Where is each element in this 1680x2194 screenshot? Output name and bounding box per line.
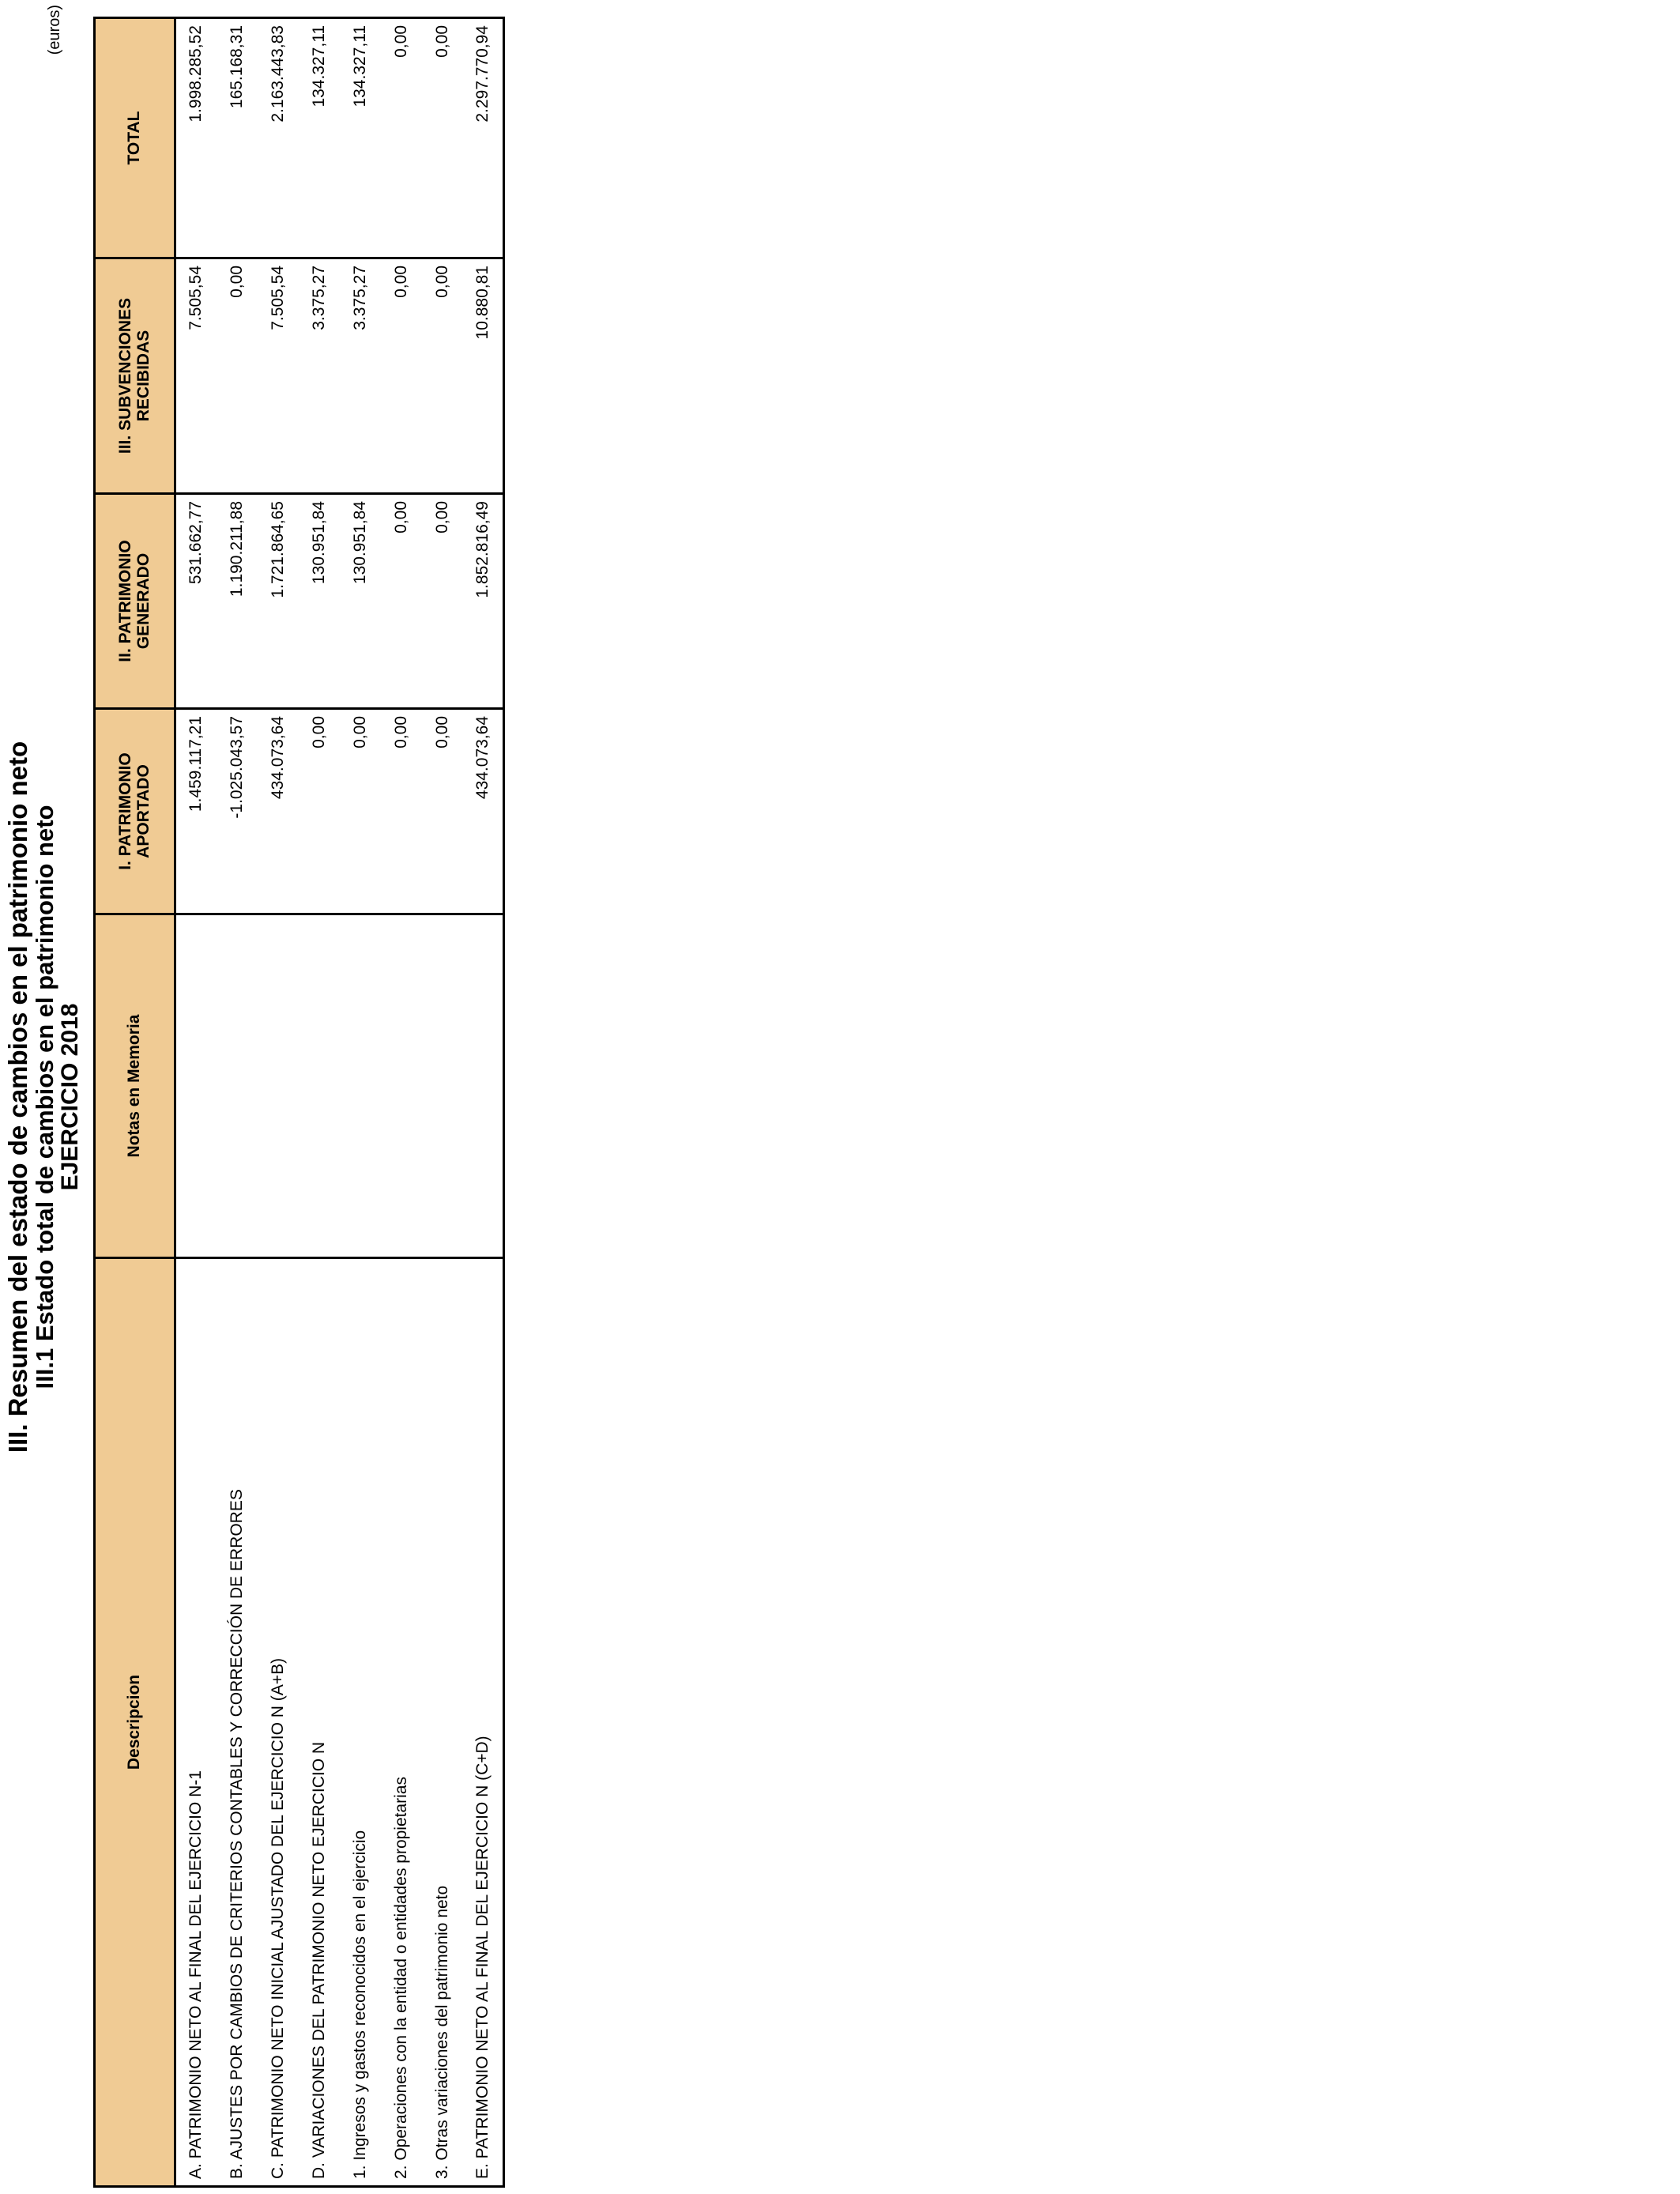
row-total: 134.327,11: [299, 18, 340, 258]
row-subvenciones: 0,00: [422, 258, 463, 494]
row-description: 1. Ingresos y gastos reconocidos en el ejercicio: [340, 1258, 381, 2187]
row-total: 0,00: [422, 18, 463, 258]
row-notes: [217, 914, 258, 1258]
report-year: EJERCICIO 2018: [57, 1003, 84, 1191]
row-generado: 0,00: [381, 494, 422, 709]
table-row: [422, 18, 463, 2187]
report-title: III. Resumen del estado de cambios en el patrimonio neto: [3, 741, 32, 1453]
table-row: [340, 18, 381, 2187]
row-generado: 1.721.864,65: [258, 494, 299, 709]
header-patrimonio-generado: [95, 494, 175, 709]
row-aportado: 0,00: [340, 709, 381, 914]
header-subvenciones-line1: III. SUBVENCIONES: [116, 297, 135, 454]
row-total: 165.168,31: [217, 18, 258, 258]
header-descripcion: Descripcion: [95, 1258, 175, 2187]
row-total: 2.163.443,83: [258, 18, 299, 258]
row-subvenciones: 7.505,54: [258, 258, 299, 494]
row-description: C. PATRIMONIO NETO INICIAL AJUSTADO DEL EJERCICIO N (A+B): [258, 1258, 299, 2187]
report-subtitle: III.1 Estado total de cambios en el patrimonio neto: [30, 805, 58, 1389]
row-aportado: 0,00: [381, 709, 422, 914]
row-aportado: -1.025.043,57: [217, 709, 258, 914]
row-notes: [299, 914, 340, 1258]
row-generado: 1.852.816,49: [463, 494, 504, 709]
row-total: 134.327,11: [340, 18, 381, 258]
row-subvenciones: 0,00: [381, 258, 422, 494]
table-row: [463, 18, 504, 2187]
table-row: [217, 18, 258, 2187]
header-generado-line2: GENERADO: [134, 552, 153, 650]
header-patrimonio-aportado: [95, 709, 175, 914]
table-header-row: [95, 18, 175, 2187]
row-description: 2. Operaciones con la entidad o entidades propietarias: [381, 1258, 422, 2187]
row-description: E. PATRIMONIO NETO AL FINAL DEL EJERCICIO N (C+D): [463, 1258, 504, 2187]
row-description: 3. Otras variaciones del patrimonio neto: [422, 1258, 463, 2187]
row-notes: [381, 914, 422, 1258]
header-total: TOTAL: [95, 18, 175, 258]
row-total: 1.998.285,52: [175, 18, 217, 258]
row-generado: 1.190.211,88: [217, 494, 258, 709]
row-aportado: 434.073,64: [258, 709, 299, 914]
table-row: [258, 18, 299, 2187]
row-subvenciones: 0,00: [217, 258, 258, 494]
header-subvenciones-line2: RECIBIDAS: [134, 330, 153, 422]
row-subvenciones: 3.375,27: [299, 258, 340, 494]
row-notes: [422, 914, 463, 1258]
row-notes: [463, 914, 504, 1258]
table-row: [299, 18, 340, 2187]
row-subvenciones: 10.880,81: [463, 258, 504, 494]
units-label: (euros): [46, 5, 63, 55]
row-generado: 531.662,77: [175, 494, 217, 709]
row-generado: 130.951,84: [340, 494, 381, 709]
row-generado: 0,00: [422, 494, 463, 709]
row-subvenciones: 3.375,27: [340, 258, 381, 494]
row-total: 0,00: [381, 18, 422, 258]
header-generado-line1: II. PATRIMONIO: [116, 540, 135, 662]
header-notas: Notas en Memoria: [95, 914, 175, 1258]
row-description: A. PATRIMONIO NETO AL FINAL DEL EJERCICIO N-1: [175, 1258, 217, 2187]
header-aportado-line2: APORTADO: [134, 764, 153, 858]
table-row: [175, 18, 217, 2187]
header-aportado-line1: I. PATRIMONIO: [116, 752, 135, 870]
row-notes: [340, 914, 381, 1258]
row-description: B. AJUSTES POR CAMBIOS DE CRITERIOS CONTABLES Y CORRECCIÓN DE ERRORES: [217, 1258, 258, 2187]
row-aportado: 0,00: [422, 709, 463, 914]
table-row: [381, 18, 422, 2187]
equity-changes-table: [93, 17, 505, 2188]
row-notes: [175, 914, 217, 1258]
row-subvenciones: 7.505,54: [175, 258, 217, 494]
row-total: 2.297.770,94: [463, 18, 504, 258]
row-aportado: 0,00: [299, 709, 340, 914]
row-aportado: 1.459.117,21: [175, 709, 217, 914]
row-notes: [258, 914, 299, 1258]
row-aportado: 434.073,64: [463, 709, 504, 914]
row-description: D. VARIACIONES DEL PATRIMONIO NETO EJERCICIO N: [299, 1258, 340, 2187]
header-subvenciones-recibidas: [95, 258, 175, 494]
title-block: [5, 0, 83, 2194]
row-generado: 130.951,84: [299, 494, 340, 709]
